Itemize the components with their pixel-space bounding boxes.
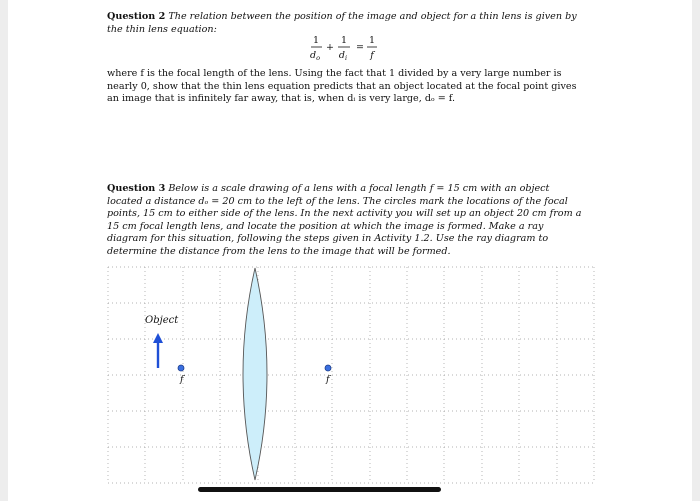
home-indicator-bar [198,487,441,492]
question-2-intro-text: The relation between the position of the image and object for a thin lens is given by the thin lens equation: [107,11,577,35]
object-arrow [153,333,163,368]
thin-lens-equation [310,33,390,65]
eq-term3-denominator: f [370,50,374,61]
eq-plus: + [326,42,334,53]
converging-lens [243,268,267,480]
eq-term1-numerator: 1 [312,35,320,46]
eq-term3-numerator: 1 [368,35,376,46]
lens-scale-drawing [107,266,595,484]
focal-label-right: f [326,374,330,385]
eq-term2-numerator: 1 [340,35,348,46]
focal-point-left [178,365,184,371]
question-2-heading: Question 2 [107,11,166,22]
question-2-body: where f is the focal length of the lens. Using the fact that 1 divided by a very large number is nearly 0, show that the thin lens equation predicts that an object located at the focal point gives an image that is infinitely far away, that is, when dᵢ is very large, dₒ = f. [107,68,577,105]
right-margin [692,0,700,501]
question-3-body: Below is a scale drawing of a lens with a focal length f = 15 cm with an object located a distance dₒ = 20 cm to the left of the lens. The circles mark the locations of the focal points, 15 cm to either side of the lens. In the next activity you will set up an object 20 cm from a 15 cm focal length lens, and locate the position at which the image is formed. Make a ray diagram for this situation, following the steps given in Activity 1.2. Use the ray diagram to determine the distance from the lens to the image that will be formed. [107,183,582,257]
focal-point-right [325,365,331,371]
eq-term1-denominator: $d_o$ [310,50,321,62]
focal-label-left: f [180,374,184,385]
question-3-heading: Question 3 [107,183,166,194]
question-3 [107,183,582,259]
eq-term2-denominator: $d_i$ [338,50,348,62]
left-margin [0,0,8,501]
eq-equals: = [356,42,364,53]
object-label: Object [145,315,179,326]
